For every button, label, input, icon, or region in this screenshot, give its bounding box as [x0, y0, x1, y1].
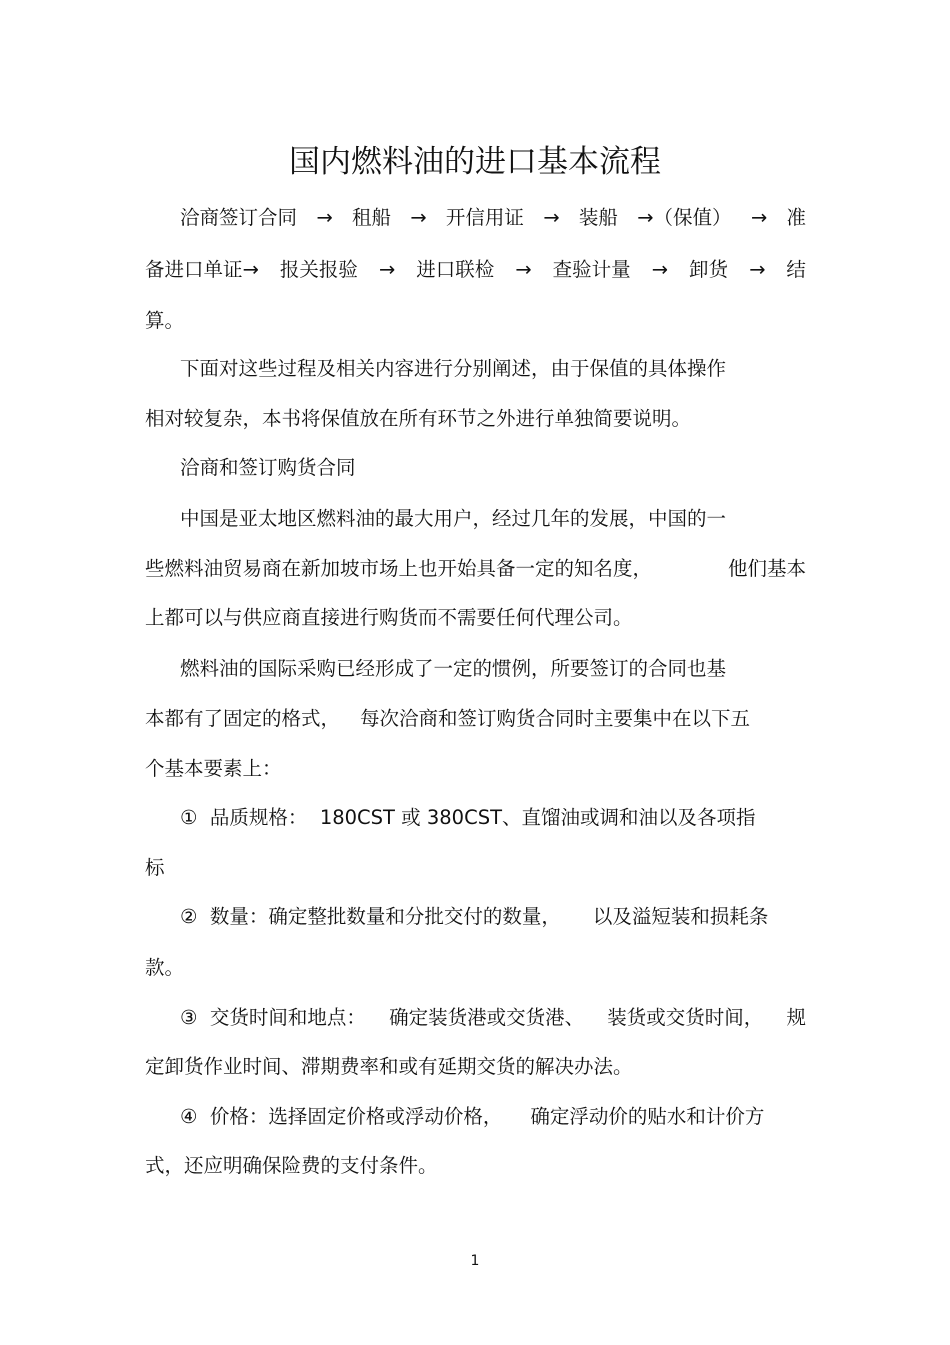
section-heading: 洽商和签订购货合同 [180, 456, 356, 479]
flow-step: 装船 [578, 206, 618, 229]
item-text: 装货或交货时间， [607, 1006, 764, 1029]
text-segment: 他们基本 [727, 557, 806, 580]
item-text: 价格：选择固定价格或浮动价格， [209, 1105, 503, 1128]
text-segment: 些燃料油贸易商在新加坡市场上也开始具备一定的知名度， [145, 557, 653, 580]
flow-step: 进口联检 [416, 258, 495, 281]
item-text: 品质规格： [209, 806, 308, 829]
text-segment: 每次洽商和签订购货合同时主要集中在以下五 [360, 707, 751, 730]
list-item-3-cont: 定卸货作业时间、滞期费率和或有延期交货的解决办法。 [145, 1055, 633, 1078]
flow-step: 租船 [351, 206, 391, 229]
para2-line-1: 燃料油的国际采购已经形成了一定的惯例，所要签订的合同也基 [180, 657, 727, 680]
flow-step: 报关报验 [279, 258, 358, 281]
list-item-2-cont: 款。 [145, 956, 185, 979]
flow-arrow: → [543, 206, 560, 229]
flow-arrow: → [515, 258, 532, 281]
flow-line-1 [180, 204, 806, 232]
flow-arrow: → [750, 206, 768, 229]
item-number: ② [180, 905, 198, 928]
item-text: 确定装货港或交货港、 [389, 1006, 585, 1029]
list-item-4 [180, 1103, 764, 1131]
flow-step: →（保值） [637, 206, 732, 229]
text-segment: 本都有了固定的格式， [145, 707, 341, 730]
flow-step: 备进口单证→ [145, 258, 259, 281]
para2-line-2 [145, 705, 750, 733]
para1-line-2 [145, 555, 806, 583]
flow-line-3: 算。 [145, 309, 185, 332]
flow-step: 洽商签订合同 [180, 206, 298, 229]
item-number: ④ [180, 1105, 198, 1128]
flow-step: 卸货 [689, 258, 729, 281]
page-number: 1 [470, 1253, 480, 1269]
list-item-3 [180, 1004, 806, 1032]
item-number: ① [180, 806, 198, 829]
item-text: 380CST、直馏油或调和油以及各项指 [426, 806, 756, 829]
list-item-1-cont: 标 [145, 856, 165, 879]
item-text: 以及溢短装和损耗条 [592, 905, 769, 928]
list-item-2 [180, 903, 768, 931]
flow-line-2 [145, 256, 806, 284]
flow-arrow: → [410, 206, 427, 229]
intro-line-1: 下面对这些过程及相关内容进行分别阐述，由于保值的具体操作 [180, 357, 727, 380]
list-item-1 [180, 804, 755, 832]
item-text: 180CST [319, 806, 395, 829]
flow-arrow: → [316, 206, 333, 229]
flow-step: 查验计量 [552, 258, 631, 281]
item-text: 交货时间和地点： [209, 1006, 366, 1029]
document-title: 国内燃料油的进口基本流程 [289, 144, 661, 180]
intro-line-2: 相对较复杂，本书将保值放在所有环节之外进行单独简要说明。 [145, 407, 692, 430]
flow-step: 结 [786, 258, 806, 281]
flow-step: 开信用证 [445, 206, 524, 229]
flow-arrow: → [378, 258, 396, 281]
item-text: 确定浮动价的贴水和计价方 [530, 1105, 765, 1128]
item-text: 规 [786, 1006, 806, 1029]
item-text: 或 [401, 806, 421, 829]
list-item-4-cont: 式，还应明确保险费的支付条件。 [145, 1154, 438, 1177]
flow-step: 准 [786, 206, 806, 229]
item-text: 数量：确定整批数量和分批交付的数量， [209, 905, 561, 928]
flow-arrow: → [651, 258, 669, 281]
para1-line-1: 中国是亚太地区燃料油的最大用户，经过几年的发展，中国的一 [180, 507, 727, 530]
item-number: ③ [180, 1006, 198, 1029]
item-text [180, 1004, 366, 1032]
flow-arrow: → [749, 258, 766, 281]
para1-line-3: 上都可以与供应商直接进行购货而不需要任何代理公司。 [145, 606, 633, 629]
para2-line-3: 个基本要素上： [145, 757, 282, 780]
